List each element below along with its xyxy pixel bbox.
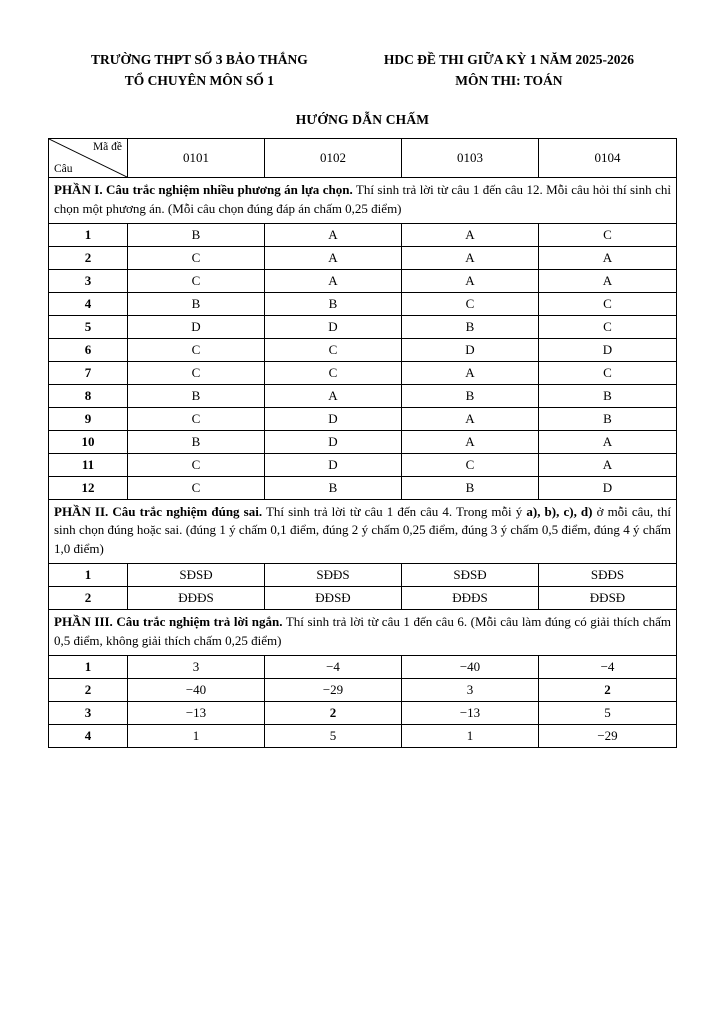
answer-cell: SĐSĐ [402,564,539,587]
answer-cell: C [402,453,539,476]
answer-cell: D [265,315,402,338]
answer-cell: B [402,476,539,499]
answer-cell: C [265,361,402,384]
table-header-row [49,138,677,177]
answer-cell: D [402,338,539,361]
answer-cell: C [265,338,402,361]
answer-cell: C [402,292,539,315]
answer-cell: C [128,476,265,499]
answer-cell: B [539,384,677,407]
part1-heading-cell [49,177,677,223]
row-number: 11 [49,453,128,476]
part1-title: PHẦN I. Câu trắc nghiệm nhiều phương án lựa chọn. [54,181,353,197]
answer-cell: C [539,361,677,384]
table-row [49,361,677,384]
answer-cell: D [128,315,265,338]
answer-cell: C [128,361,265,384]
answer-cell: 1 [402,724,539,747]
table-row [49,407,677,430]
question-label: Câu [54,162,73,175]
answer-cell: 2 [539,678,677,701]
row-number: 2 [49,587,128,610]
answer-cell: ĐĐĐS [402,587,539,610]
table-row [49,315,677,338]
answer-cell: B [265,476,402,499]
answer-cell: A [402,430,539,453]
answer-cell: −29 [539,724,677,747]
code-header-0103: 0103 [402,138,539,177]
page-title: HƯỚNG DẪN CHẤM [295,111,430,127]
row-number: 8 [49,384,128,407]
row-number: 3 [49,269,128,292]
department-name: TỔ CHUYÊN MÔN SỐ 1 [124,72,275,88]
answer-cell: −40 [128,678,265,701]
table-row [49,476,677,499]
table-row [49,564,677,587]
answer-cell: D [539,338,677,361]
row-number: 7 [49,361,128,384]
answer-cell: A [265,223,402,246]
answer-cell: 5 [539,701,677,724]
answer-cell: D [265,407,402,430]
answer-cell: 3 [402,678,539,701]
answer-cell: A [539,246,677,269]
answer-cell: −4 [265,655,402,678]
answer-cell: 1 [128,724,265,747]
answer-cell: C [539,292,677,315]
answer-cell: −40 [402,655,539,678]
answer-cell: SĐĐS [539,564,677,587]
answer-cell: A [265,384,402,407]
answer-cell: ĐĐSĐ [265,587,402,610]
answer-cell: −29 [265,678,402,701]
answer-cell: C [539,223,677,246]
answer-cell: A [402,246,539,269]
answer-cell: A [402,269,539,292]
row-number: 1 [49,655,128,678]
answer-cell: ĐĐSĐ [539,587,677,610]
row-number: 2 [49,678,128,701]
row-number: 4 [49,292,128,315]
part2-title: PHẦN II. Câu trắc nghiệm đúng sai. [54,503,263,519]
answer-cell: C [539,315,677,338]
table-row [49,223,677,246]
answer-cell: ĐĐĐS [128,587,265,610]
answer-cell: −13 [128,701,265,724]
answer-cell: C [128,246,265,269]
answer-cell: B [402,315,539,338]
answer-cell: B [128,292,265,315]
answer-cell: −13 [402,701,539,724]
table-row [49,453,677,476]
table-row [49,292,677,315]
answer-cell: SĐĐS [265,564,402,587]
answer-cell: SĐSĐ [128,564,265,587]
row-number: 5 [49,315,128,338]
row-number: 12 [49,476,128,499]
answer-cell: A [539,269,677,292]
table-row [49,655,677,678]
school-name: TRƯỜNG THPT SỐ 3 BẢO THẮNG [91,52,308,67]
part3-heading-row [49,610,677,656]
answer-cell: B [402,384,539,407]
answer-cell: 2 [265,701,402,724]
table-row [49,724,677,747]
code-header-0102: 0102 [265,138,402,177]
table-row [49,430,677,453]
answer-cell: B [128,223,265,246]
row-number: 9 [49,407,128,430]
answer-cell: B [539,407,677,430]
row-number: 1 [49,223,128,246]
answer-cell: A [265,269,402,292]
answer-key-table [48,138,677,748]
table-row [49,269,677,292]
part3-title: PHẦN III. Câu trắc nghiệm trả lời ngắn. [54,614,283,630]
answer-cell: C [128,407,265,430]
answer-cell: C [128,269,265,292]
code-header-0101: 0101 [128,138,265,177]
part2-text-a: Thí sinh trả lời từ câu 1 đến câu 4. Trong mỗi ý [262,503,527,519]
answer-cell: D [539,476,677,499]
answer-cell: B [265,292,402,315]
code-label: Mã đề [92,140,122,153]
answer-cell: −4 [539,655,677,678]
row-number: 2 [49,246,128,269]
table-row [49,246,677,269]
answer-cell: A [539,430,677,453]
part2-text-bold: a), b), c), d) [526,503,593,519]
header-left-block [52,50,347,92]
answer-cell: A [402,407,539,430]
table-row [49,384,677,407]
answer-cell: B [128,384,265,407]
table-row [49,678,677,701]
table-row [49,587,677,610]
table-row [49,338,677,361]
answer-cell: C [128,338,265,361]
part2-heading-cell [49,499,677,564]
part2-heading-row [49,499,677,564]
part3-text: Thí sinh trả lời từ câu 1 đến câu 6. (Mỗi câu làm đúng có giải thích chấm 0,5 điểm, không giải thích chấm 0,25 điểm) [54,614,671,648]
part2-text-b: ở mỗi câu, thí sinh chọn đúng hoặc sai. (đúng 1 ý chấm 0,1 điểm, đúng 2 ý chấm 0,25 điểm, đúng 3 ý chấm 0,5 điểm, đúng 4 ý chấm 1,0 điểm) [54,503,672,557]
row-number: 3 [49,701,128,724]
part1-text: Thí sinh trả lời từ câu 1 đến câu 12. Mỗi câu hỏi thí sinh chỉ chọn một phương án. (Mỗi câu chọn đúng đáp án chấm 0,25 điểm) [54,181,671,216]
exam-subject: MÔN THI: TOÁN [455,72,563,88]
row-number: 10 [49,430,128,453]
answer-cell: A [265,246,402,269]
code-header-0104: 0104 [539,138,677,177]
table-row [49,701,677,724]
part1-heading-row [49,177,677,223]
exam-title: HDC ĐỀ THI GIỮA KỲ 1 NĂM 2025-2026 [383,52,634,67]
answer-cell: D [265,430,402,453]
row-number: 4 [49,724,128,747]
answer-cell: A [539,453,677,476]
corner-header-cell [49,138,128,177]
answer-cell: 5 [265,724,402,747]
answer-cell: A [402,361,539,384]
answer-cell: C [128,453,265,476]
row-number: 6 [49,338,128,361]
answer-cell: B [128,430,265,453]
answer-cell: D [265,453,402,476]
answer-cell: 3 [128,655,265,678]
answer-cell: A [402,223,539,246]
row-number: 1 [49,564,128,587]
part3-heading-cell [49,610,677,656]
header-right-block [347,50,671,92]
document-header [48,50,677,92]
